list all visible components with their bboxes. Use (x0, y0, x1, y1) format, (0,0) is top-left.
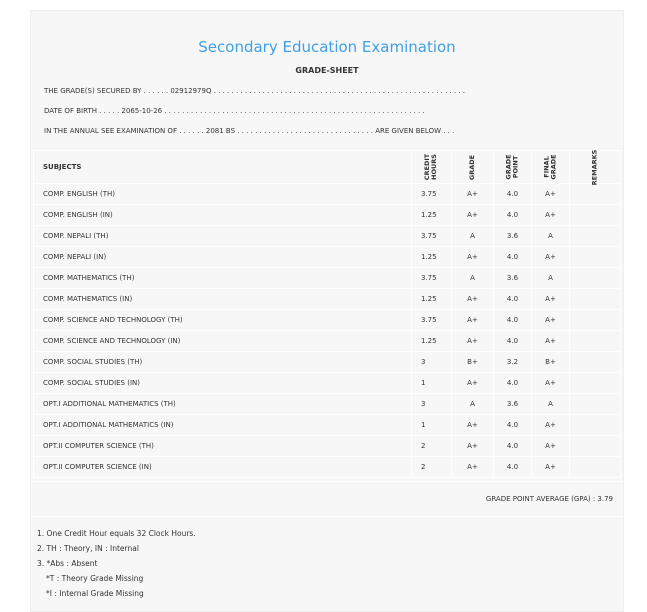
cell-subject: COMP. SCIENCE AND TECHNOLOGY (TH) (34, 310, 412, 331)
cell-final-grade: A+ (532, 310, 570, 331)
cell-final-grade: A+ (532, 373, 570, 394)
table-row (34, 184, 621, 205)
cell-remarks (570, 205, 621, 226)
table-row (34, 226, 621, 247)
note: *I : Internal Grade Missing (46, 589, 144, 598)
cell-subject: COMP. ENGLISH (TH) (34, 184, 412, 205)
cell-credit-hours: 3.75 (412, 226, 452, 247)
cell-final-grade: A+ (532, 457, 570, 478)
cell-grade-point: 4.0 (494, 289, 532, 310)
cell-grade: A+ (452, 436, 494, 457)
cell-grade: A+ (452, 247, 494, 268)
cell-final-grade: A+ (532, 184, 570, 205)
cell-credit-hours: 3.75 (412, 268, 452, 289)
cell-remarks (570, 289, 621, 310)
cell-subject: COMP. MATHEMATICS (IN) (34, 289, 412, 310)
cell-remarks (570, 457, 621, 478)
table-row (34, 331, 621, 352)
header-remarks: REMARKS (570, 151, 621, 184)
cell-grade-point: 3.6 (494, 394, 532, 415)
table-row (34, 268, 621, 289)
grades-table (33, 150, 621, 478)
cell-remarks (570, 247, 621, 268)
divider (31, 481, 623, 482)
cell-grade: A+ (452, 373, 494, 394)
cell-remarks (570, 268, 621, 289)
table-row (34, 310, 621, 331)
gpa: GRADE POINT AVERAGE (GPA) : 3.79 (485, 495, 613, 503)
cell-credit-hours: 1.25 (412, 331, 452, 352)
cell-grade: A (452, 226, 494, 247)
cell-remarks (570, 310, 621, 331)
cell-grade: A+ (452, 457, 494, 478)
secured-by-line: THE GRADE(S) SECURED BY . . . . . . 02912979Q . . . . . . . . . . . . . . . . . . . . . . . . . . . . . . . . . . . . . . . . . . . . . . . . . . . . . . . . . (44, 87, 466, 95)
cell-credit-hours: 3 (412, 394, 452, 415)
cell-remarks (570, 226, 621, 247)
cell-credit-hours: 1.25 (412, 205, 452, 226)
cell-credit-hours: 1 (412, 415, 452, 436)
cell-grade-point: 4.0 (494, 205, 532, 226)
cell-grade: A+ (452, 289, 494, 310)
table-row (34, 205, 621, 226)
cell-subject: COMP. NEPALI (TH) (34, 226, 412, 247)
cell-final-grade: B+ (532, 352, 570, 373)
table-row (34, 352, 621, 373)
cell-grade-point: 4.0 (494, 436, 532, 457)
cell-subject: COMP. SCIENCE AND TECHNOLOGY (IN) (34, 331, 412, 352)
header-credit-hours: CREDIT HOURS (412, 151, 452, 184)
table-row (34, 457, 621, 478)
cell-final-grade: A+ (532, 247, 570, 268)
header-grade: GRADE (452, 151, 494, 184)
page-title: Secondary Education Examination (198, 38, 456, 56)
cell-credit-hours: 1 (412, 373, 452, 394)
table-row (34, 247, 621, 268)
cell-remarks (570, 373, 621, 394)
grade-sheet-card (30, 10, 624, 612)
cell-subject: OPT.II COMPUTER SCIENCE (TH) (34, 436, 412, 457)
table-header (34, 151, 621, 184)
cell-remarks (570, 436, 621, 457)
cell-remarks (570, 394, 621, 415)
cell-subject: COMP. SOCIAL STUDIES (TH) (34, 352, 412, 373)
cell-grade-point: 3.6 (494, 268, 532, 289)
cell-grade: A+ (452, 331, 494, 352)
cell-grade-point: 4.0 (494, 331, 532, 352)
grade-sheet-heading: GRADE-SHEET (295, 66, 359, 75)
notes (37, 526, 196, 601)
cell-grade: A+ (452, 184, 494, 205)
cell-grade-point: 3.6 (494, 226, 532, 247)
divider (31, 516, 623, 517)
cell-subject: COMP. ENGLISH (IN) (34, 205, 412, 226)
cell-credit-hours: 1.25 (412, 289, 452, 310)
cell-credit-hours: 3.75 (412, 184, 452, 205)
table-row (34, 436, 621, 457)
cell-grade: A+ (452, 310, 494, 331)
cell-grade-point: 4.0 (494, 457, 532, 478)
cell-grade: A+ (452, 205, 494, 226)
note: 1. One Credit Hour equals 32 Clock Hours. (37, 529, 196, 538)
cell-final-grade: A (532, 394, 570, 415)
cell-grade-point: 4.0 (494, 247, 532, 268)
table-row (34, 373, 621, 394)
exam-line: IN THE ANNUAL SEE EXAMINATION OF . . . . . . 2081 BS . . . . . . . . . . . . . . . . . . . . . . . . . . . . . . . ARE GIVEN BELOW . . . (44, 127, 455, 135)
cell-subject: OPT.II COMPUTER SCIENCE (IN) (34, 457, 412, 478)
cell-subject: COMP. MATHEMATICS (TH) (34, 268, 412, 289)
cell-final-grade: A+ (532, 205, 570, 226)
table-row (34, 394, 621, 415)
cell-credit-hours: 1.25 (412, 247, 452, 268)
cell-final-grade: A (532, 226, 570, 247)
table-row (34, 415, 621, 436)
note: *T : Theory Grade Missing (46, 574, 144, 583)
cell-grade-point: 3.2 (494, 352, 532, 373)
cell-final-grade: A+ (532, 415, 570, 436)
cell-grade-point: 4.0 (494, 184, 532, 205)
cell-grade-point: 4.0 (494, 373, 532, 394)
cell-grade-point: 4.0 (494, 415, 532, 436)
cell-credit-hours: 3 (412, 352, 452, 373)
cell-credit-hours: 3.75 (412, 310, 452, 331)
cell-remarks (570, 415, 621, 436)
cell-remarks (570, 331, 621, 352)
cell-grade: A (452, 394, 494, 415)
cell-final-grade: A+ (532, 436, 570, 457)
header-subjects: SUBJECTS (34, 151, 412, 184)
cell-remarks (570, 184, 621, 205)
dob-line: DATE OF BIRTH . . . . . 2065-10-26 . . . . . . . . . . . . . . . . . . . . . . . . . . . . . . . . . . . . . . . . . . . . . . . . . . . . . . . . . . . (44, 107, 425, 115)
cell-remarks (570, 352, 621, 373)
cell-final-grade: A+ (532, 331, 570, 352)
cell-grade-point: 4.0 (494, 310, 532, 331)
header-grade-point: GRADE POINT (494, 151, 532, 184)
header-final-grade: FINAL GRADE (532, 151, 570, 184)
cell-grade: A+ (452, 415, 494, 436)
note: 3. *Abs : Absent (37, 559, 98, 568)
cell-credit-hours: 2 (412, 436, 452, 457)
cell-subject: COMP. SOCIAL STUDIES (IN) (34, 373, 412, 394)
table-row (34, 289, 621, 310)
cell-grade: A (452, 268, 494, 289)
cell-subject: OPT.I ADDITIONAL MATHEMATICS (IN) (34, 415, 412, 436)
cell-subject: OPT.I ADDITIONAL MATHEMATICS (TH) (34, 394, 412, 415)
cell-credit-hours: 2 (412, 457, 452, 478)
cell-final-grade: A+ (532, 289, 570, 310)
cell-final-grade: A (532, 268, 570, 289)
note: 2. TH : Theory, IN : Internal (37, 544, 139, 553)
cell-grade: B+ (452, 352, 494, 373)
cell-subject: COMP. NEPALI (IN) (34, 247, 412, 268)
